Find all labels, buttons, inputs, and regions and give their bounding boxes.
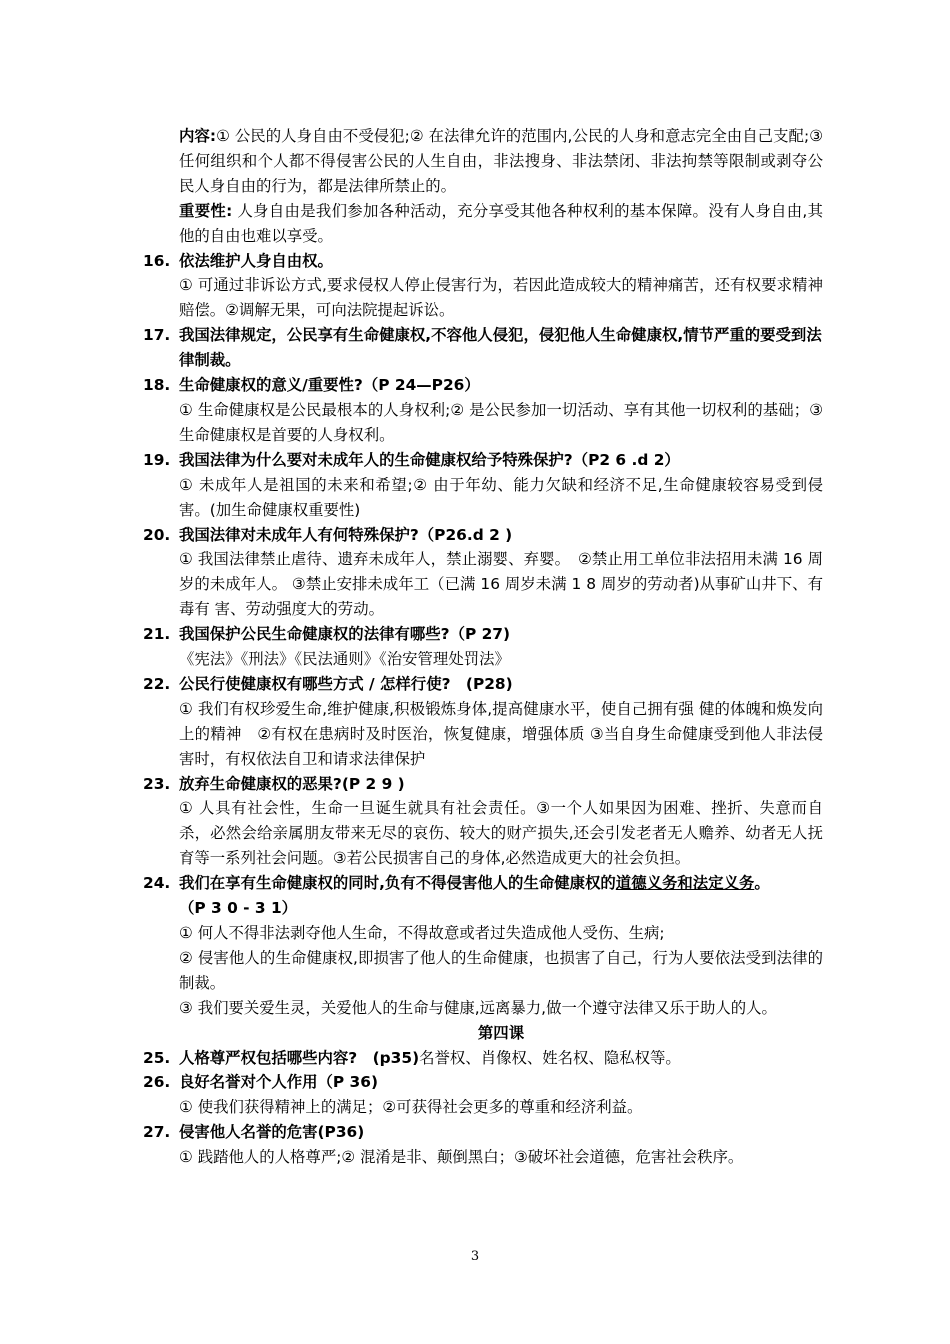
answer-text: ② 侵害他人的生命健康权,即损害了他人的生命健康，也损害了自己，行为人要依法受到法律的制裁。 [179,948,823,992]
answer-text: ① 我国法律禁止虐待、遗弃未成年人，禁止溺婴、弃婴。 ②禁止用工单位非法招用未满 16 周岁的未成年人。 ③禁止安排未成年工（已满 16 周岁未满 1 8 周岁的劳动者)从事矿山井下、有毒有 害、劳动强度大的劳动。 [179,550,823,619]
answer-text: ① 可通过非诉讼方式,要求侵权人停止侵害行为，若因此造成较大的精神痛苦，还有权要求精神赔偿。②调解无果，可向法院提起诉讼。 [179,276,823,320]
answer-text: ① 生命健康权是公民最根本的人身权利;② 是公民参加一切活动、享有其他一切权利的基础；③生命健康权是首要的人身权利。 [179,400,823,444]
question-text: 我国法律为什么要对未成年人的生命健康权给予特殊保护?（P2 6 .d 2） [179,450,680,469]
question-22 [143,672,823,772]
question-text: 生命健康权的意义/重要性?（P 24—P26） [179,376,480,395]
answer-text: ① 人具有社会性，生命一旦诞生就具有社会责任。③一个人如果因为困难、挫折、失意而自杀，必然会给亲属朋友带来无尽的哀伤、较大的财产损失,还会引发老者无人赡养、幼者无人抚育等一系列社会问题。③若公民损害自己的身体,必然造成更大的社会负担。 [179,799,823,868]
question-25 [143,1046,823,1071]
page-content [143,124,823,1170]
question-23 [143,772,823,872]
question-17 [143,323,823,373]
question-number: 22. [143,674,171,693]
question-text: 公民行使健康权有哪些方式 / 怎样行使? (P28) [179,674,513,693]
question-number: 17. [143,326,171,345]
question-16 [143,249,823,324]
question-text: 依法维护人身自由权。 [179,251,333,270]
question-19 [143,448,823,523]
question-21 [143,622,823,672]
question-pages: （P 3 0 - 3 1） [179,899,298,918]
content-label: 内容: [179,127,217,145]
question-text [179,871,823,921]
answer-text: ① 我们有权珍爱生命,维护健康,积极锻炼身体,提高健康水平，使自己拥有强 健的体魄和焕发向上的精神 ②有权在患病时及时医治，恢复健康，增强体质 ③当自身生命健康受到他人非法侵害时，有权依法自卫和请求法律保护 [179,699,823,768]
question-24 [143,871,823,1020]
question-27 [143,1120,823,1170]
importance-text: 人身自由是我们参加各种活动，充分享受其他各种权利的基本保障。没有人身自由,其他的自由也难以享受。 [179,201,824,245]
question-number: 23. [143,774,171,793]
question-text: 我国法律规定，公民享有生命健康权,不容他人侵犯，侵犯他人生命健康权,情节严重的要受到法律制裁。 [179,326,822,370]
sec15-content [143,124,823,199]
question-text-part: 我们在享有生命健康权的同时,负有不得侵害他人的生命健康权的 [179,874,616,893]
question-number: 24. [143,874,171,893]
question-26 [143,1070,823,1120]
question-number: 26. [143,1073,171,1092]
question-text-end: 。 [754,874,770,893]
question-number: 16. [143,251,171,270]
question-text: 放弃生命健康权的恶果?(P 2 9 ) [179,774,405,793]
answer-text: 《宪法》《刑法》《民法通则》《治安管理处罚法》 [179,650,510,669]
underlined-phrase: 道德义务和法定义务 [615,874,755,893]
question-18 [143,373,823,448]
question-text: 人格尊严权包括哪些内容? (p35) [179,1048,420,1067]
content-text: ① 公民的人身自由不受侵犯;② 在法律允许的范围内,公民的人身和意志完全由自己支配;③ 任何组织和个人都不得侵害公民的人生自由，非法搜身、非法禁闭、非法拘禁等限制或剥夺公民人身自由的行为，都是法律所禁止的。 [179,127,823,195]
question-text: 我国保护公民生命健康权的法律有哪些?（P 27) [179,625,511,644]
answer-text: ③ 我们要关爱生灵，关爱他人的生命与健康,远离暴力,做一个遵守法律又乐于助人的人。 [179,998,777,1017]
question-text: 侵害他人名誉的危害(P36) [179,1123,365,1142]
question-number: 27. [143,1123,171,1142]
answer-text: ① 何人不得非法剥夺他人生命，不得故意或者过失造成他人受伤、生病; [179,924,665,942]
answer-inline: 名誉权、肖像权、姓名权、隐私权等。 [419,1048,681,1067]
question-number: 25. [143,1048,171,1067]
answer-text: ① 使我们获得精神上的满足；②可获得社会更多的尊重和经济利益。 [179,1098,643,1117]
question-number: 18. [143,376,171,395]
page-number: 3 [470,1249,480,1264]
question-number: 20. [143,525,171,544]
importance-label: 重要性: [179,201,233,220]
lesson-heading: 第四课 [477,1023,525,1042]
question-text: 我国法律对未成年人有何特殊保护?（P26.d 2 ) [179,525,513,544]
question-text: 良好名誉对个人作用（P 36) [179,1073,378,1092]
sec15-importance [143,199,823,249]
question-number: 19. [143,450,171,469]
question-number: 21. [143,625,171,644]
question-20 [143,523,823,623]
answer-text: ① 践踏他人的人格尊严;② 混淆是非、颠倒黑白；③破坏社会道德，危害社会秩序。 [179,1148,744,1167]
answer-text: ① 未成年人是祖国的未来和希望;② 由于年幼、能力欠缺和经济不足,生命健康较容易受到侵害。(加生命健康权重要性) [179,475,823,519]
